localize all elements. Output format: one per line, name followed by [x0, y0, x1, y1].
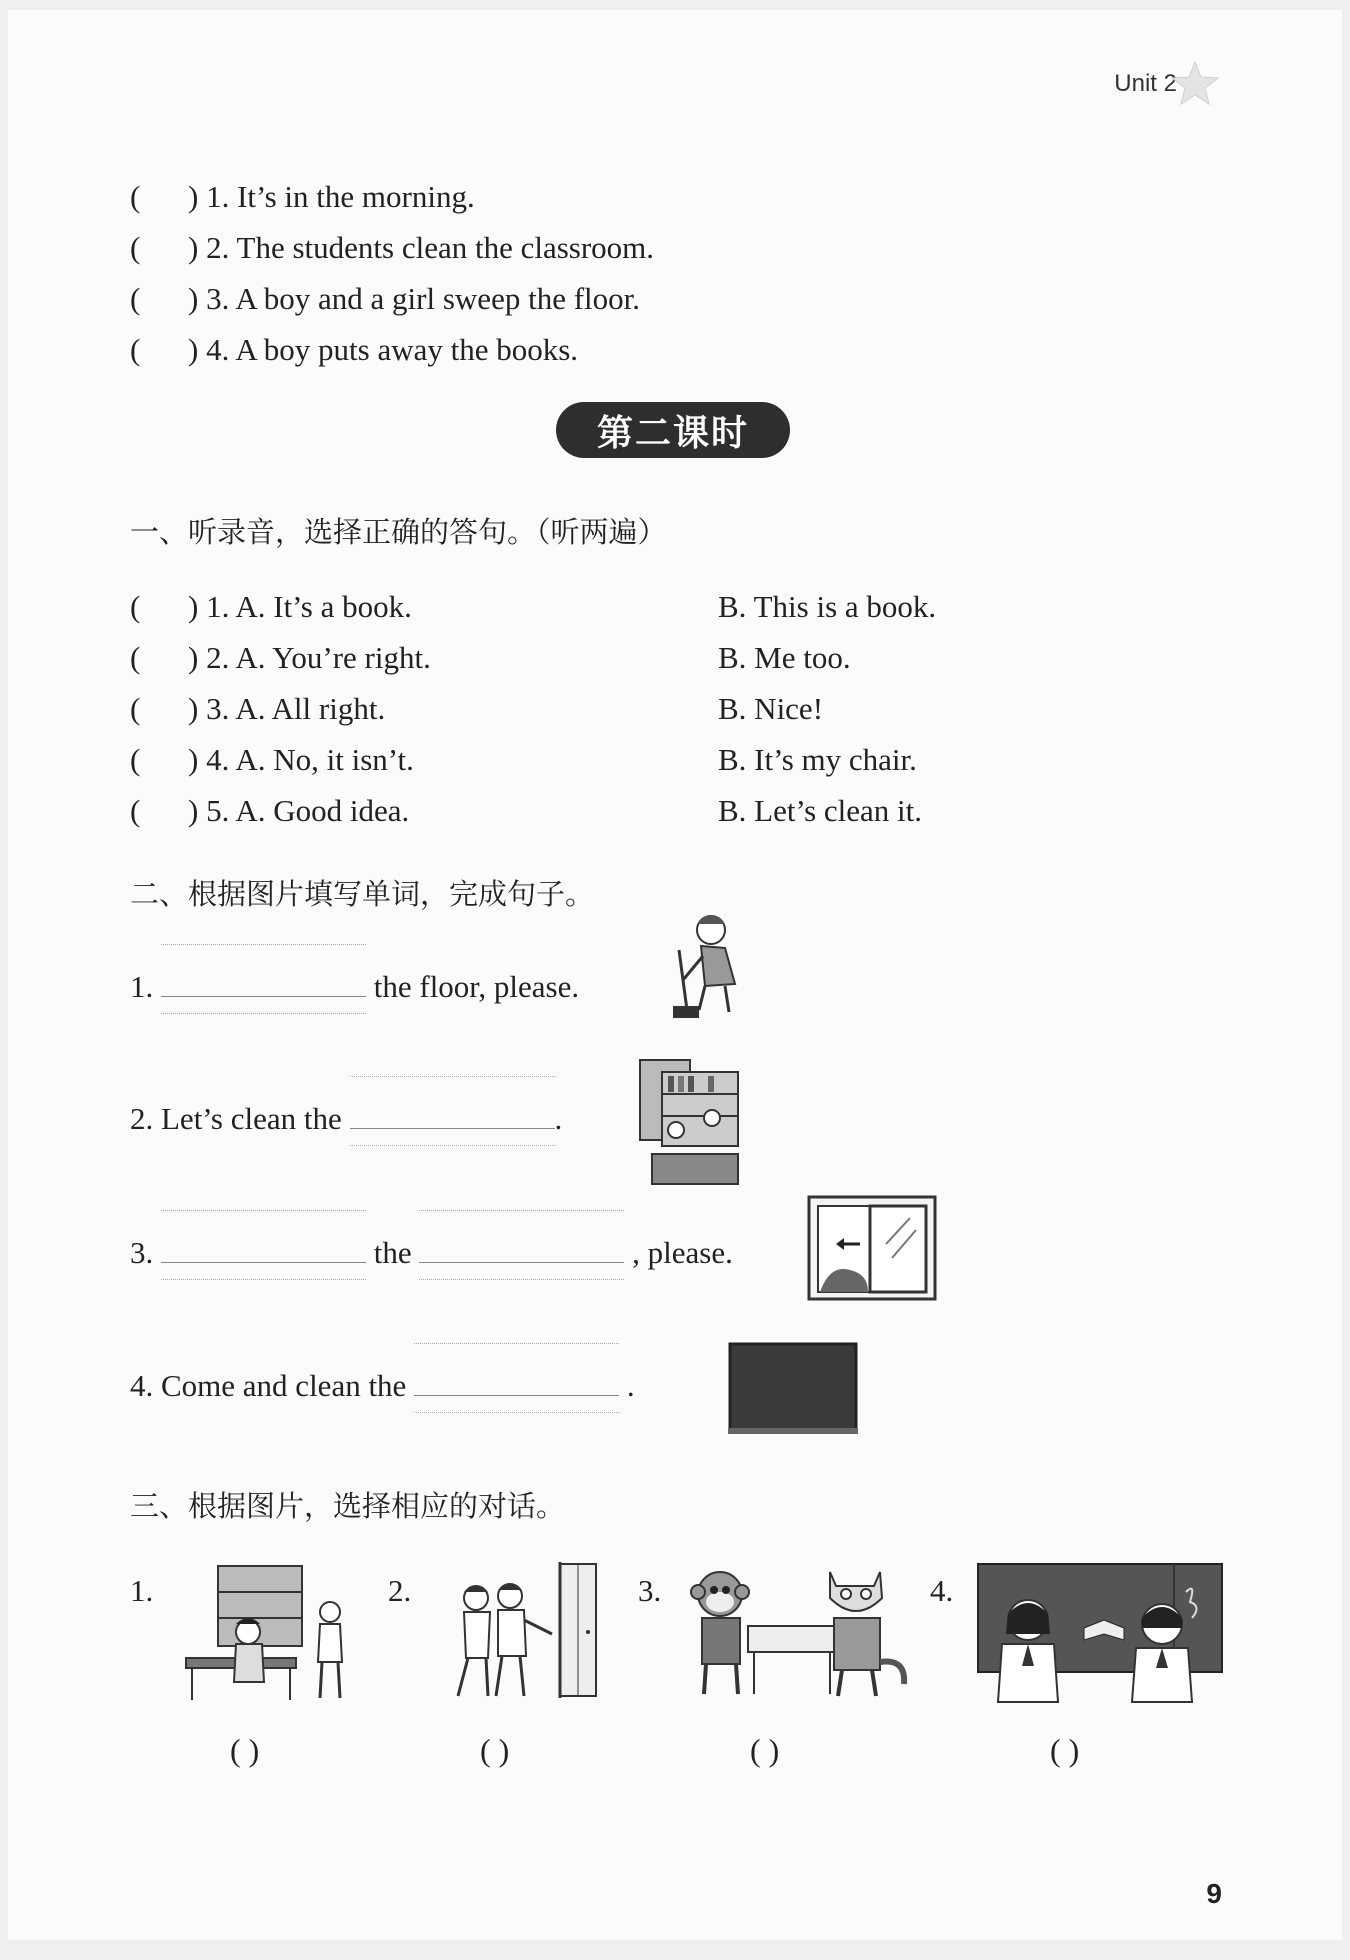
girls-at-blackboard-picture	[976, 1562, 1224, 1704]
answer-paren[interactable]: (	[130, 230, 141, 265]
answer-blank[interactable]	[161, 966, 366, 997]
list-item	[130, 280, 640, 318]
option-b: B. Let’s clean it.	[718, 793, 923, 828]
section-title: 二、根据图片填写单词，完成句子。	[130, 877, 595, 911]
item-text: ) 2. The students clean the classroom.	[188, 230, 655, 265]
sentence-text: the	[373, 1235, 412, 1270]
kids-at-door-picture	[428, 1562, 618, 1702]
worksheet-page	[8, 10, 1342, 1940]
answer-blank[interactable]	[419, 1232, 624, 1263]
option-a: ) 2. A. You’re right.	[188, 640, 431, 675]
answer-blank[interactable]	[350, 1098, 555, 1129]
sentence-text: , please.	[632, 1235, 733, 1270]
option-b: B. Me too.	[718, 640, 851, 675]
option-a: ) 5. A. Good idea.	[188, 793, 410, 828]
sentence-end: .	[554, 1101, 563, 1136]
bookshelf-illustration	[638, 1058, 740, 1188]
item-text: ) 1. It’s in the morning.	[188, 179, 475, 214]
option-b: B. Nice!	[718, 691, 824, 726]
option-a: ) 4. A. No, it isn’t.	[188, 742, 414, 777]
answer-paren[interactable]: ( )	[480, 1732, 510, 1768]
answer-paren[interactable]: (	[130, 332, 141, 367]
blackboard-illustration	[728, 1342, 858, 1436]
list-item	[130, 178, 475, 216]
list-item	[130, 331, 578, 369]
answer-paren[interactable]: ( )	[1050, 1732, 1080, 1768]
picture-number: 4.	[930, 1573, 954, 1608]
answer-paren[interactable]: (	[130, 691, 141, 726]
item-text: ) 4. A boy puts away the books.	[188, 332, 579, 367]
list-item	[130, 229, 654, 267]
option-b: B. It’s my chair.	[718, 742, 917, 777]
answer-paren[interactable]: ( )	[230, 1732, 260, 1768]
monkey-and-cat-picture	[684, 1562, 914, 1704]
sentence-text: the floor, please.	[373, 969, 580, 1004]
list-item	[130, 741, 414, 779]
picture-number: 1.	[130, 1573, 154, 1608]
sentence-end: .	[626, 1368, 635, 1403]
answer-paren[interactable]: ( )	[750, 1732, 780, 1768]
option-a: ) 1. A. It’s a book.	[188, 589, 412, 624]
picture-number: 3.	[638, 1573, 662, 1608]
fill-sentence-3	[130, 1232, 733, 1272]
fill-sentence-4	[130, 1365, 635, 1405]
answer-paren[interactable]: (	[130, 589, 141, 624]
girl-sweeping-illustration	[643, 900, 773, 1030]
list-item	[130, 588, 412, 626]
page-number: 9	[1206, 1878, 1222, 1909]
answer-blank[interactable]	[161, 1232, 366, 1263]
section-title: 三、根据图片，选择相应的对话。	[130, 1489, 566, 1523]
option-b: B. This is a book.	[718, 589, 937, 624]
answer-paren[interactable]: (	[130, 281, 141, 316]
section-title: 一、听录音，选择正确的答句。（听两遍）	[130, 515, 667, 549]
answer-paren[interactable]: (	[130, 179, 141, 214]
answer-paren[interactable]: (	[130, 742, 141, 777]
unit-label: Unit 2	[1114, 70, 1177, 97]
window-illustration	[806, 1194, 938, 1302]
picture-number: 2.	[388, 1573, 412, 1608]
list-item	[130, 690, 385, 728]
item-text: ) 3. A boy and a girl sweep the floor.	[188, 281, 640, 316]
question-number: 1.	[130, 969, 154, 1004]
fill-sentence-1	[130, 966, 579, 1006]
option-a: ) 3. A. All right.	[188, 691, 386, 726]
answer-blank[interactable]	[414, 1365, 619, 1396]
classroom-bookcase-picture	[184, 1562, 354, 1702]
answer-paren[interactable]: (	[130, 640, 141, 675]
star-icon	[1168, 60, 1222, 106]
answer-paren[interactable]: (	[130, 793, 141, 828]
lesson-title-badge: 第二课时	[556, 402, 790, 458]
question-number: 3.	[130, 1235, 154, 1270]
sentence-text: 4. Come and clean the	[130, 1368, 407, 1403]
sentence-text: 2. Let’s clean the	[130, 1101, 342, 1136]
fill-sentence-2	[130, 1098, 562, 1138]
list-item	[130, 792, 409, 830]
list-item	[130, 639, 431, 677]
